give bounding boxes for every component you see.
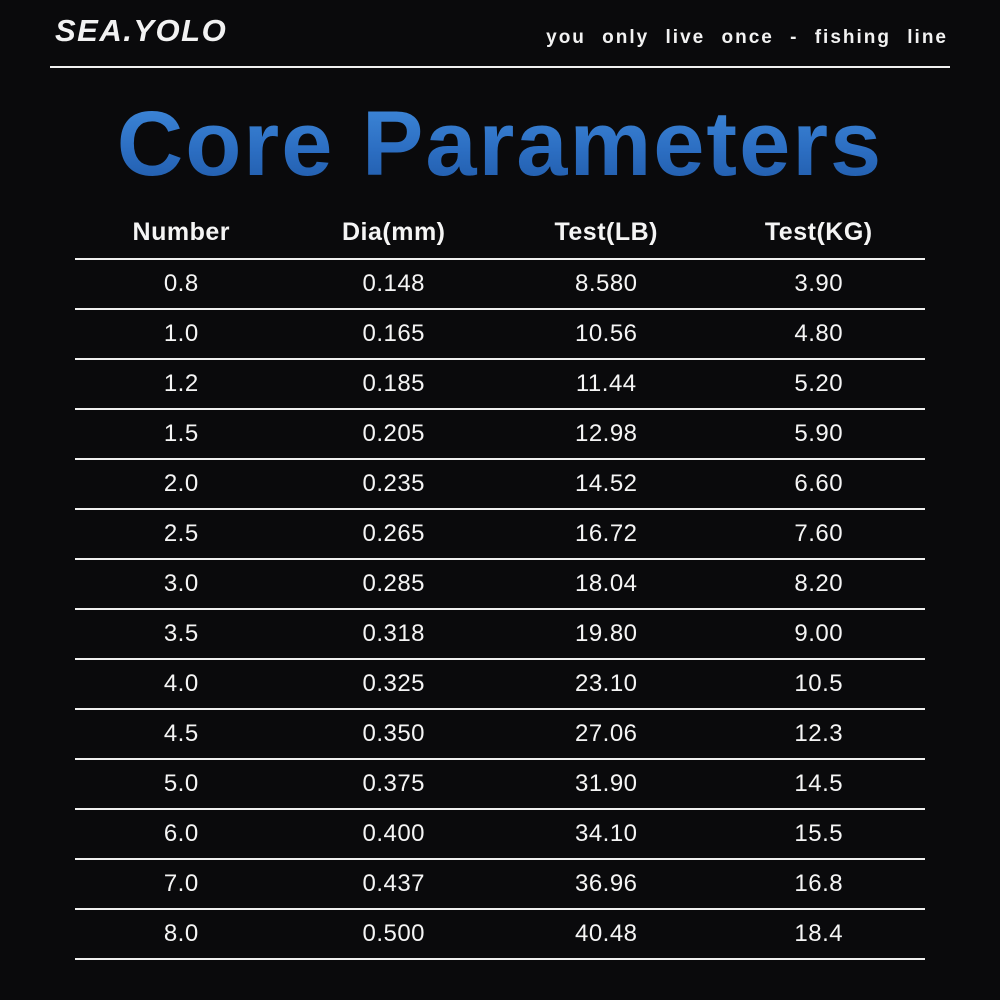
table-cell: 10.5 (794, 670, 844, 697)
brand-logo: SEA.YOLO (55, 13, 228, 48)
table-cell: 7.0 (163, 870, 199, 897)
table-row (75, 910, 925, 960)
table-cell: 0.437 (362, 870, 426, 897)
table-cell: 1.0 (163, 320, 199, 347)
table-cell: 0.165 (362, 320, 426, 347)
table-cell: 6.0 (163, 820, 199, 847)
table-row (75, 260, 925, 310)
table-cell: 0.148 (362, 270, 426, 297)
column-header-dia-mm: Dia(mm) (341, 217, 446, 246)
table-cell: 8.580 (574, 270, 638, 297)
table-row (75, 460, 925, 510)
table-cell: 3.5 (163, 620, 199, 647)
table-row (75, 760, 925, 810)
brand-tagline: you only live once - fishing line (546, 27, 948, 48)
table-cell: 31.90 (574, 770, 638, 797)
table-cell: 0.235 (362, 470, 426, 497)
table-cell: 40.48 (574, 920, 638, 947)
table-cell: 0.265 (362, 520, 426, 547)
table-cell: 18.4 (794, 920, 844, 947)
table-cell: 0.285 (362, 570, 426, 597)
table-row (75, 660, 925, 710)
table-cell: 8.20 (794, 570, 844, 597)
table-cell: 12.3 (794, 720, 844, 747)
table-cell: 16.72 (574, 520, 638, 547)
table-cell: 1.5 (163, 420, 199, 447)
table-cell: 4.5 (163, 720, 199, 747)
header (0, 0, 1000, 66)
table-cell: 15.5 (794, 820, 844, 847)
table-cell: 27.06 (574, 720, 638, 747)
table-cell: 6.60 (794, 470, 844, 497)
table-cell: 2.5 (163, 520, 199, 547)
table-cell: 34.10 (574, 820, 638, 847)
table-cell: 18.04 (574, 570, 638, 597)
table-header-row (75, 206, 925, 260)
table-row (75, 510, 925, 560)
table-cell: 23.10 (574, 670, 638, 697)
table-row (75, 610, 925, 660)
table-cell: 14.5 (794, 770, 844, 797)
table-cell: 7.60 (794, 520, 844, 547)
table-cell: 36.96 (574, 870, 638, 897)
table-cell: 5.20 (794, 370, 844, 397)
table-cell: 4.80 (794, 320, 844, 347)
table-row (75, 310, 925, 360)
table-row (75, 560, 925, 610)
table-cell: 0.500 (362, 920, 426, 947)
table-cell: 19.80 (574, 620, 638, 647)
table-cell: 3.90 (794, 270, 844, 297)
table-row (75, 410, 925, 460)
table-cell: 5.90 (794, 420, 844, 447)
table-cell: 11.44 (575, 370, 637, 397)
table-cell: 2.0 (163, 470, 199, 497)
table-cell: 0.325 (362, 670, 426, 697)
table-cell: 5.0 (163, 770, 199, 797)
table-cell: 4.0 (163, 670, 199, 697)
table-cell: 8.0 (163, 920, 199, 947)
page-title: Core Parameters (0, 86, 1000, 202)
table-cell: 3.0 (163, 570, 199, 597)
header-divider (50, 66, 950, 68)
table-cell: 0.375 (362, 770, 426, 797)
table-cell: 0.205 (362, 420, 426, 447)
table-row (75, 810, 925, 860)
column-header-test-kg: Test(KG) (764, 217, 873, 246)
table-cell: 16.8 (794, 870, 844, 897)
table-row (75, 860, 925, 910)
table-cell: 12.98 (574, 420, 638, 447)
spec-table (75, 206, 925, 960)
table-cell: 0.185 (362, 370, 426, 397)
table-cell: 0.8 (163, 270, 199, 297)
table-cell: 10.56 (574, 320, 638, 347)
table-cell: 0.350 (362, 720, 426, 747)
table-row (75, 710, 925, 760)
column-header-test-lb: Test(LB) (554, 217, 659, 246)
table-row (75, 360, 925, 410)
table-cell: 1.2 (163, 370, 199, 397)
table-cell: 0.318 (362, 620, 426, 647)
table-cell: 14.52 (574, 470, 638, 497)
table-body (75, 260, 925, 960)
table-cell: 9.00 (794, 620, 844, 647)
column-header-number: Number (132, 217, 230, 246)
table-cell: 0.400 (362, 820, 426, 847)
